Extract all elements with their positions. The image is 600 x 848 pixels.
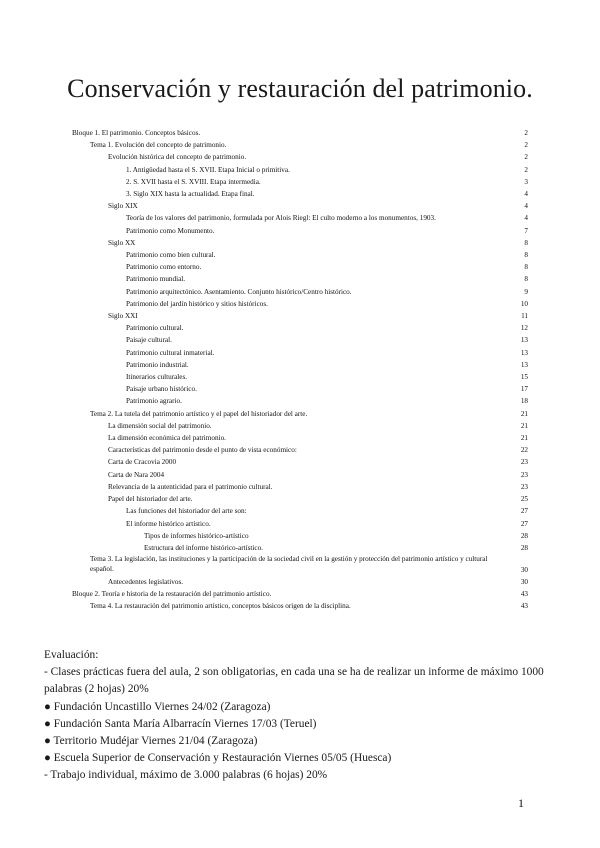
toc-entry-title: Siglo XIX — [108, 202, 138, 211]
toc-entry[interactable] — [72, 261, 528, 273]
toc-entry-page: 28 — [520, 543, 528, 552]
toc-entry-page: 15 — [520, 373, 528, 382]
toc-entry-title: Patrimonio como Monumento. — [126, 226, 215, 235]
evaluation-item: - Trabajo individual, máximo de 3.000 palabras (6 hojas) 20% — [44, 769, 328, 782]
toc-entry-page: 21 — [520, 409, 528, 418]
toc-entry[interactable] — [72, 542, 528, 554]
toc-entry-title: Tema 1. Evolución del concepto de patrimonio. — [90, 141, 227, 150]
toc-entry[interactable] — [72, 432, 528, 444]
toc-entry-page: 30 — [520, 566, 528, 575]
toc-entry[interactable] — [72, 334, 528, 346]
toc-entry-title: Patrimonio arquitectónico. Asentamiento. Conjunto histórico/Centro histórico. — [126, 287, 352, 296]
toc-entry-title: Estructura del informe histórico-artístico. — [144, 543, 263, 552]
toc-entry[interactable] — [72, 371, 528, 383]
toc-entry-title: Patrimonio agrario. — [126, 397, 182, 406]
document-title: Conservación y restauración del patrimonio. — [67, 74, 533, 103]
toc-entry[interactable] — [72, 127, 528, 139]
toc-entry-title: Características del patrimonio desde el punto de vista económico: — [108, 446, 297, 455]
toc-entry[interactable] — [72, 554, 528, 576]
toc-entry[interactable] — [72, 444, 528, 456]
toc-entry[interactable] — [72, 273, 528, 285]
toc-entry[interactable] — [72, 359, 528, 371]
toc-entry-title: 3. Siglo XIX hasta la actualidad. Etapa final. — [126, 190, 255, 199]
toc-entry-page: 8 — [524, 251, 528, 260]
toc-entry-page: 17 — [520, 385, 528, 394]
toc-entry[interactable] — [72, 420, 528, 432]
evaluation-item: ● Escuela Superior de Conservación y Restauración Viernes 05/05 (Huesca) — [44, 752, 392, 765]
toc-entry-page: 13 — [520, 360, 528, 369]
toc-entry-page: 8 — [524, 238, 528, 247]
toc-entry-title: Tipos de informes histórico-artístico — [144, 531, 249, 540]
toc-entry-page: 18 — [520, 397, 528, 406]
toc-entry[interactable] — [72, 505, 528, 517]
toc-entry[interactable] — [72, 322, 528, 334]
toc-entry[interactable] — [72, 469, 528, 481]
toc-entry-page: 13 — [520, 348, 528, 357]
toc-entry[interactable] — [72, 164, 528, 176]
toc-entry-title: Tema 2. La tutela del patrimonio artístico y el papel del historiador del arte. — [90, 409, 308, 418]
toc-entry[interactable] — [72, 176, 528, 188]
toc-entry-page: 23 — [520, 458, 528, 467]
toc-entry-title: Siglo XXI — [108, 312, 138, 321]
toc-entry[interactable] — [72, 576, 528, 588]
toc-entry[interactable] — [72, 249, 528, 261]
toc-entry-title: Evolución histórica del concepto de patrimonio. — [108, 153, 247, 162]
toc-entry[interactable] — [72, 298, 528, 310]
toc-entry-page: 21 — [520, 434, 528, 443]
toc-entry-page: 23 — [520, 482, 528, 491]
toc-entry-page: 12 — [520, 324, 528, 333]
toc-entry-page: 27 — [520, 519, 528, 528]
toc-entry-page: 21 — [520, 421, 528, 430]
evaluation-item: ● Fundación Uncastillo Viernes 24/02 (Zaragoza) — [44, 700, 271, 713]
toc-entry-page: 4 — [524, 202, 528, 211]
toc-entry-page: 3 — [524, 177, 528, 186]
toc-entry-page: 2 — [524, 129, 528, 137]
evaluation-section — [44, 647, 564, 785]
toc-entry-title: Itinerarios culturales. — [126, 373, 188, 382]
toc-entry[interactable] — [72, 395, 528, 407]
toc-entry-page: 2 — [524, 165, 528, 174]
toc-entry-page: 43 — [520, 590, 528, 599]
toc-entry-title: Papel del historiador del arte. — [108, 495, 193, 504]
toc-entry-title: Teoría de los valores del patrimonio, formulada por Alois Riegl: El culto moderno a los monumentos, 1903. — [126, 214, 436, 223]
page-number: 1 — [518, 796, 524, 810]
toc-entry-title: Relevancia de la autenticidad para el patrimonio cultural. — [108, 482, 273, 491]
evaluation-item: ● Fundación Santa María Albarracín Viernes 17/03 (Teruel) — [44, 717, 317, 730]
toc-entry-page: 10 — [520, 299, 528, 308]
toc-entry-title: Paisaje urbano histórico. — [126, 385, 197, 394]
toc-entry-title: Las funciones del historiador del arte son: — [126, 507, 247, 516]
toc-entry-title: Paisaje cultural. — [126, 336, 172, 345]
toc-entry-page: 13 — [520, 336, 528, 345]
toc-entry-page: 28 — [520, 531, 528, 540]
table-of-contents — [72, 127, 528, 612]
toc-entry[interactable] — [72, 212, 528, 224]
toc-entry-title: 1. Antigüedad hasta el S. XVII. Etapa Inicial o primitiva. — [126, 165, 290, 174]
toc-entry[interactable] — [72, 310, 528, 322]
toc-entry-title: Antecedentes legislativos. — [108, 577, 184, 586]
toc-entry[interactable] — [72, 518, 528, 530]
toc-entry-page: 25 — [520, 495, 528, 504]
toc-entry-title: Carta de Nara 2004 — [108, 470, 165, 479]
toc-entry[interactable] — [72, 139, 528, 151]
toc-entry-page: 4 — [524, 214, 528, 223]
toc-entry-title: Patrimonio como entorno. — [126, 263, 202, 272]
toc-entry[interactable] — [72, 493, 528, 505]
toc-entry-page: 22 — [520, 446, 528, 455]
toc-entry-title: Tema 3. La legislación, las instituciones y la participación de la sociedad civil en la gestión y protección del patrimonio artístico y cultural español. — [90, 555, 488, 573]
toc-entry-title: Patrimonio del jardín histórico y sitios históricos. — [126, 299, 268, 308]
toc-entry[interactable] — [72, 151, 528, 163]
toc-entry-page: 43 — [520, 602, 528, 611]
toc-entry-page: 27 — [520, 507, 528, 516]
toc-entry-page: 30 — [520, 577, 528, 586]
toc-entry-title: Carta de Cracovia 2000 — [108, 458, 177, 467]
toc-entry[interactable] — [72, 237, 528, 249]
toc-entry-title: Patrimonio cultural. — [126, 324, 184, 333]
toc-entry-page: 8 — [524, 263, 528, 272]
toc-entry-title: La dimensión económica del patrimonio. — [108, 434, 226, 443]
toc-entry[interactable] — [72, 188, 528, 200]
toc-entry[interactable] — [72, 588, 528, 600]
toc-entry[interactable] — [72, 530, 528, 542]
toc-entry[interactable] — [72, 456, 528, 468]
toc-entry-title: 2. S. XVII hasta el S. XVIII. Etapa intermedia. — [126, 177, 261, 186]
toc-entry-title: Patrimonio como bien cultural. — [126, 251, 216, 260]
toc-entry-page: 9 — [524, 287, 528, 296]
toc-entry[interactable] — [72, 383, 528, 395]
toc-entry[interactable] — [72, 286, 528, 298]
toc-entry-page: 2 — [524, 141, 528, 150]
toc-entry[interactable] — [72, 200, 528, 212]
toc-entry-page: 4 — [524, 190, 528, 199]
toc-entry[interactable] — [72, 225, 528, 237]
toc-entry-page: 2 — [524, 153, 528, 162]
toc-entry-title: Bloque 1. El patrimonio. Conceptos básicos. — [72, 129, 201, 137]
toc-entry-title: Siglo XX — [108, 238, 136, 247]
evaluation-item: - Clases prácticas fuera del aula, 2 son obligatorias, en cada una se ha de realizar un informe de máximo 1000 palabras (2 hojas) 20% — [44, 666, 544, 696]
toc-entry-title: La dimensión social del patrimonio. — [108, 421, 212, 430]
toc-entry-title: Patrimonio industrial. — [126, 360, 189, 369]
toc-entry[interactable] — [72, 408, 528, 420]
toc-entry[interactable] — [72, 600, 528, 612]
toc-entry-title: Patrimonio cultural inmaterial. — [126, 348, 215, 357]
toc-entry-title: Tema 4. La restauración del patrimonio artístico, conceptos básicos origen de la disciplina. — [90, 602, 351, 611]
evaluation-heading: Evaluación: — [44, 649, 99, 661]
toc-entry[interactable] — [72, 481, 528, 493]
toc-entry-title: Patrimonio mundial. — [126, 275, 186, 284]
toc-entry-page: 8 — [524, 275, 528, 284]
toc-entry-page: 11 — [521, 312, 528, 321]
toc-entry[interactable] — [72, 347, 528, 359]
evaluation-item: ● Territorio Mudéjar Viernes 21/04 (Zaragoza) — [44, 735, 258, 748]
toc-entry-page: 23 — [520, 470, 528, 479]
toc-entry-title: El informe histórico artístico. — [126, 519, 211, 528]
toc-entry-title: Bloque 2. Teoría e historia de la restauración del patrimonio artístico. — [72, 590, 272, 599]
toc-entry-page: 7 — [524, 226, 528, 235]
